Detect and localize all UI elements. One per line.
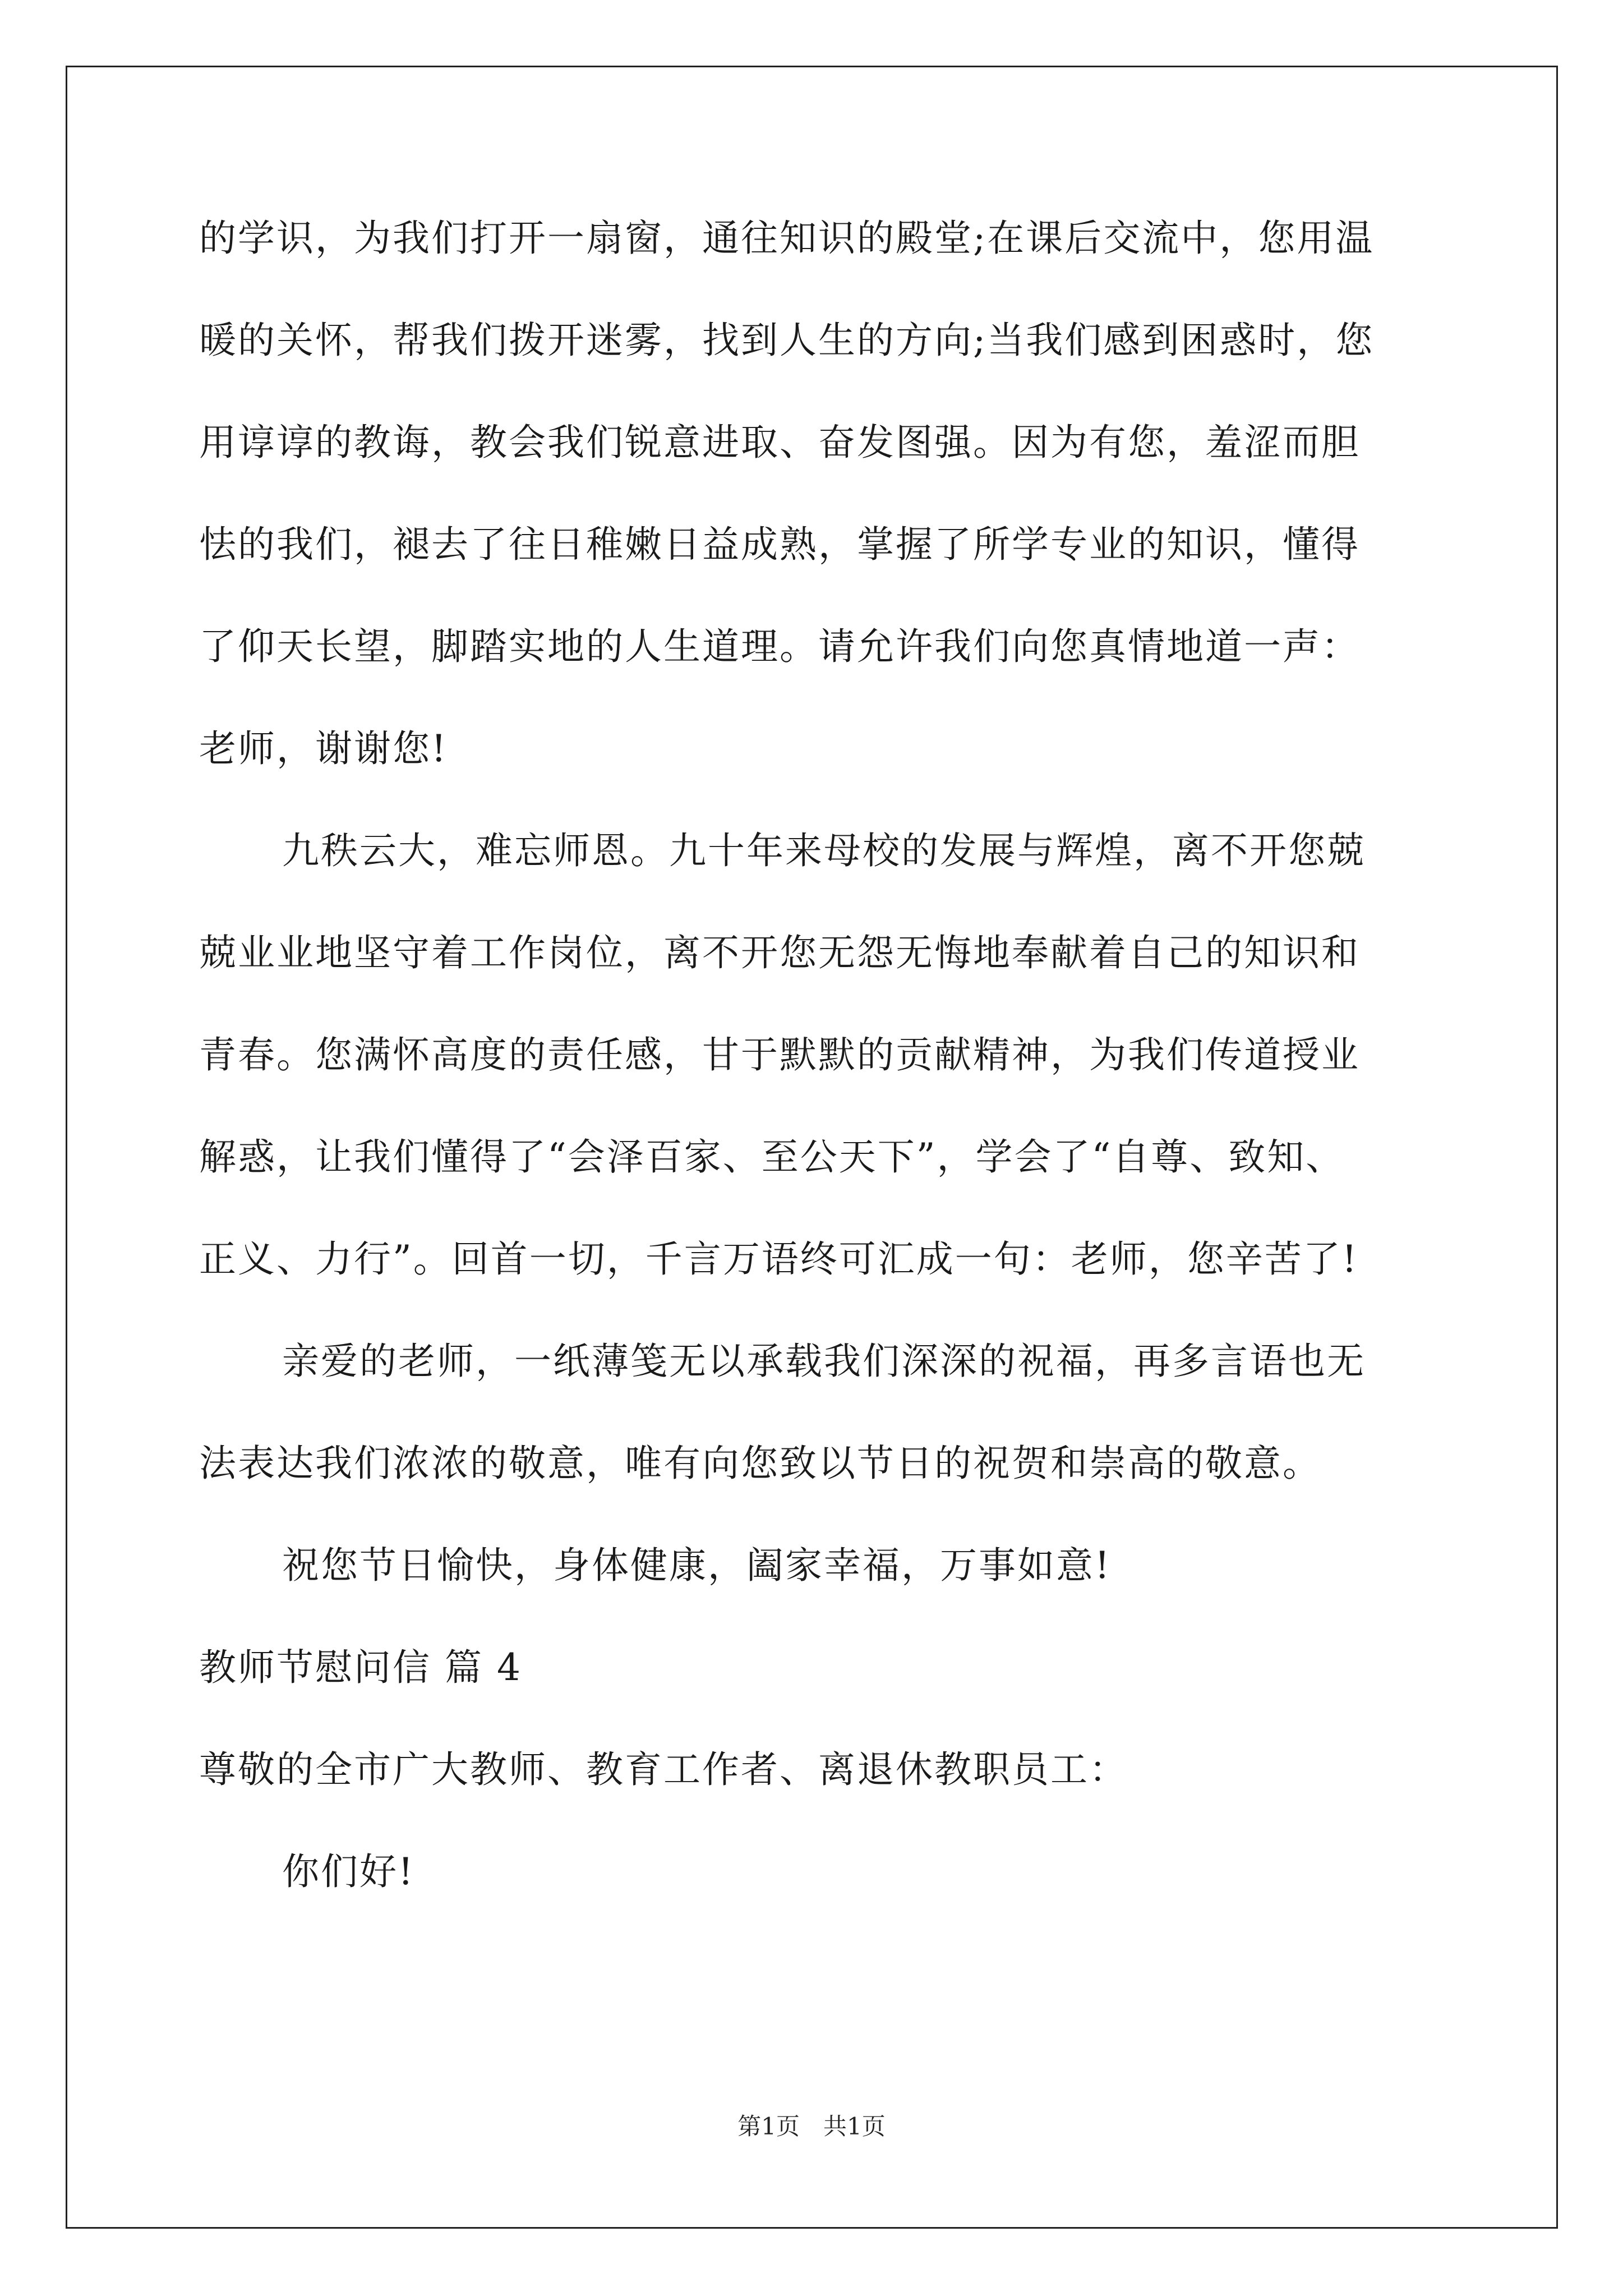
text-line: 老师，谢谢您! xyxy=(199,727,448,770)
text-line: 正义、力行”。回首一切，千言万语终可汇成一句：老师，您辛苦了! xyxy=(199,1237,1359,1281)
text-line: 暖的关怀，帮我们拨开迷雾，找到人生的方向;当我们感到困惑时，您 xyxy=(199,319,1375,362)
text-line: 兢业业地坚守着工作岗位，离不开您无怨无悔地奉献着自己的知识和 xyxy=(199,931,1360,974)
document-body xyxy=(199,213,1433,1949)
text-line: 青春。您满怀高度的责任感，甘于默默的贡献精神，为我们传道授业 xyxy=(199,1033,1360,1076)
paragraph-start-line: 九秩云大，难忘师恩。九十年来母校的发展与辉煌，离不开您兢 xyxy=(282,829,1366,872)
salutation-line: 尊敬的全市广大教师、教育工作者、离退休教职员工： xyxy=(199,1748,1128,1791)
text-line: 解惑，让我们懂得了“会泽百家、至公天下”，学会了“自尊、致知、 xyxy=(199,1135,1345,1179)
text-line: 怯的我们，褪去了往日稚嫩日益成熟，掌握了所学专业的知识，懂得 xyxy=(199,523,1360,566)
page-footer: 第1页 共1页 xyxy=(737,2113,886,2140)
paragraph-start-line: 亲爱的老师，一纸薄笺无以承载我们深深的祝福，再多言语也无 xyxy=(282,1340,1366,1383)
paragraph-start-line: 祝您节日愉快，身体健康，阖家幸福，万事如意! xyxy=(282,1544,1112,1587)
text-line: 的学识，为我们打开一扇窗，通往知识的殿堂;在课后交流中，您用温 xyxy=(199,217,1375,260)
greeting-line: 你们好! xyxy=(282,1850,415,1893)
section-heading: 教师节慰问信 篇 4 xyxy=(199,1646,522,1689)
text-line: 用谆谆的教诲，教会我们锐意进取、奋发图强。因为有您，羞涩而胆 xyxy=(199,421,1360,464)
text-line: 了仰天长望，脚踏实地的人生道理。请允许我们向您真情地道一声： xyxy=(199,625,1360,668)
text-line: 法表达我们浓浓的敬意，唯有向您致以节日的祝贺和崇高的敬意。 xyxy=(199,1442,1321,1485)
